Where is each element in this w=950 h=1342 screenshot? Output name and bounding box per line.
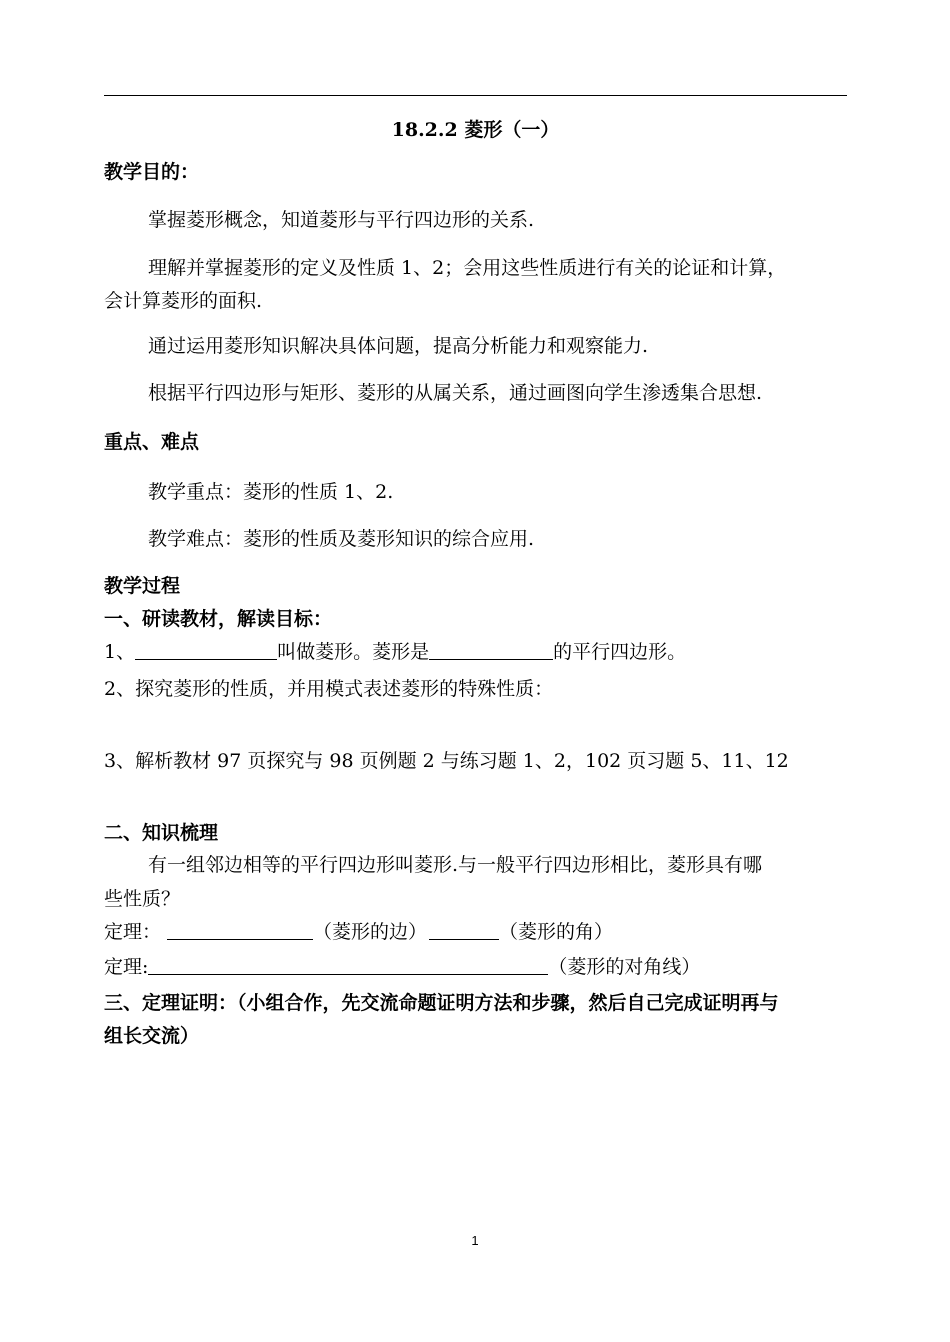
theorem-2 <box>104 955 847 979</box>
theorem-1 <box>104 920 847 944</box>
objective-1: 掌握菱形概念，知道菱形与平行四边形的关系. <box>148 209 535 231</box>
objective-2: 理解并掌握菱形的定义及性质 1、2；会用这些性质进行有关的论证和计算， <box>148 257 787 279</box>
blank-theorem-side[interactable] <box>167 921 313 940</box>
page-number: 1 <box>471 1233 479 1248</box>
section2-heading: 二、知识梳理 <box>104 822 219 844</box>
question-3: 3、解析教材 97 页探究与 98 页例题 2 与练习题 1、2，102 页习题 5、11、12 <box>104 750 789 772</box>
question-1 <box>104 640 847 664</box>
blank-theorem-angle[interactable] <box>429 921 499 940</box>
theorem-2-label: 定理: <box>104 956 149 978</box>
objectives-heading: 教学目的： <box>104 161 200 183</box>
section3-heading: 三、定理证明：（小组合作，先交流命题证明方法和步骤，然后自己完成证明再与 <box>104 992 779 1014</box>
question-1-suffix: 的平行四边形。 <box>553 641 687 663</box>
blank-definition[interactable] <box>135 641 277 660</box>
theorem-2-diag-note: （菱形的对角线） <box>548 956 701 978</box>
process-heading: 教学过程 <box>104 575 181 597</box>
theorem-1-angle-note: （菱形的角） <box>499 921 614 943</box>
header-rule <box>104 95 847 96</box>
focus-point: 教学重点：菱形的性质 1、2. <box>148 481 394 503</box>
section2-text-2: 些性质？ <box>104 888 181 910</box>
keypoints-heading: 重点、难点 <box>104 431 200 453</box>
theorem-1-side-note: （菱形的边） <box>313 921 428 943</box>
objective-2-cont: 会计算菱形的面积. <box>104 290 263 312</box>
blank-theorem-diagonal[interactable] <box>148 956 548 975</box>
question-1-prefix: 1、 <box>104 641 136 663</box>
difficulty-point: 教学难点：菱形的性质及菱形知识的综合应用. <box>148 528 535 550</box>
section3-heading-cont: 组长交流） <box>104 1025 200 1047</box>
objective-3: 通过运用菱形知识解决具体问题，提高分析能力和观察能力. <box>148 335 649 357</box>
theorem-1-label: 定理： <box>104 921 162 943</box>
blank-condition[interactable] <box>429 641 553 660</box>
document-title: 18.2.2 菱形（一） <box>391 119 560 141</box>
question-1-mid: 叫做菱形。菱形是 <box>277 641 430 663</box>
section1-heading: 一、研读教材，解读目标： <box>104 608 333 630</box>
section2-text-1: 有一组邻边相等的平行四边形叫菱形.与一般平行四边形相比，菱形具有哪 <box>148 854 763 876</box>
question-2: 2、探究菱形的性质，并用模式表述菱形的特殊性质： <box>104 678 554 700</box>
objective-4: 根据平行四边形与矩形、菱形的从属关系，通过画图向学生渗透集合思想. <box>148 382 763 404</box>
